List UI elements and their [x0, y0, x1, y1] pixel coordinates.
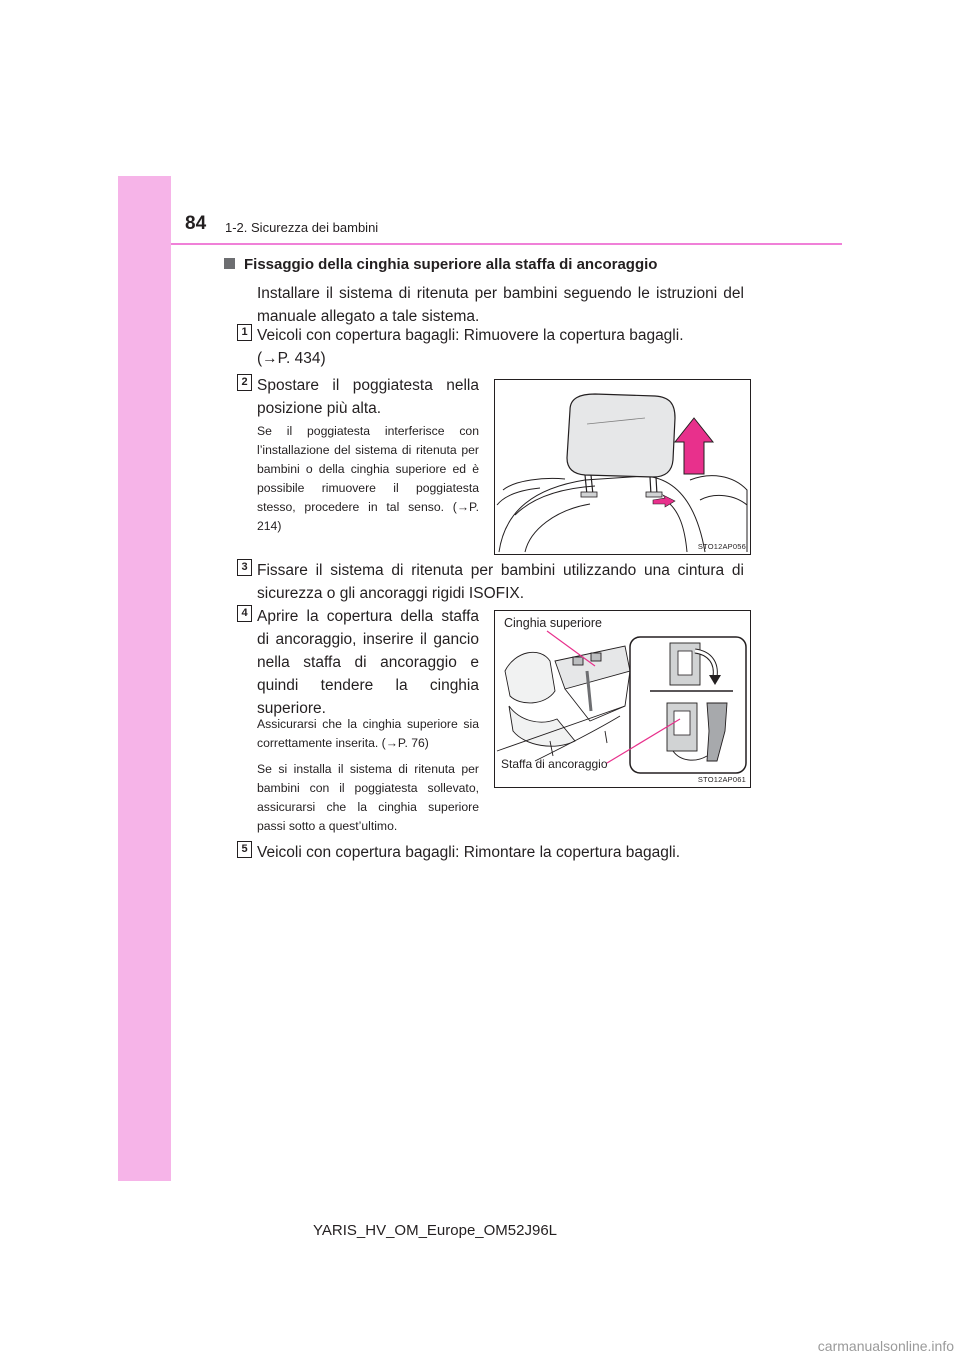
- anchor-figure: [494, 610, 751, 788]
- sidebar-tab: [118, 176, 171, 1181]
- headrest-figure: [494, 379, 751, 555]
- step-4-note-1: Assicurarsi che la cinghia superiore sia correttamente inserita. (→P. 76): [257, 717, 479, 750]
- step-number-1: 1: [237, 324, 252, 341]
- headrest-illustration: [495, 380, 750, 554]
- section-title: 1-2. Sicurezza dei bambini: [225, 220, 379, 235]
- square-bullet-icon: [224, 258, 235, 269]
- step-4-text: Aprire la copertura della staffa di ancoraggio, inserire il gancio nella staffa di ancoraggio e quindi tendere la cinghia superiore.: [257, 608, 479, 717]
- step-4-note-2: Se si installa il sistema di ritenuta per bambini con il poggiatesta sollevato, assicurarsi che la cinghia superiore passi sotto a quest’ultimo.: [257, 762, 479, 833]
- subsection-heading: [224, 256, 657, 273]
- step-2-note: Se il poggiatesta interferisce con l’installazione del sistema di ritenuta per bambini o della cinghia superiore ed è possibile rimuovere il poggiatesta stesso, procedere in tal senso. (→P. 214): [257, 424, 479, 533]
- step-1-line2: (→P. 434): [257, 350, 326, 367]
- header-rule: [171, 243, 842, 245]
- step-3-text: Fissare il sistema di ritenuta per bambini utilizzando una cintura di sicurezza o gli ancoraggi rigidi ISOFIX.: [257, 562, 744, 602]
- step-number-5: 5: [237, 841, 252, 858]
- step-number-4: 4: [237, 605, 252, 622]
- step-1-text: [257, 324, 757, 370]
- step-1-line1: Veicoli con copertura bagagli: Rimuovere la copertura bagagli.: [257, 327, 684, 344]
- step-number-2: 2: [237, 374, 252, 391]
- label-cinghia-superiore: Cinghia superiore: [504, 616, 602, 630]
- watermark: carmanualsonline.info: [817, 1338, 954, 1354]
- figure-code-anchor: STO12AP061: [697, 775, 746, 784]
- step-number-3: 3: [237, 559, 252, 576]
- document-footer: YARIS_HV_OM_Europe_OM52J96L: [313, 1222, 558, 1239]
- step-2-text: Spostare il poggiatesta nella posizione più alta.: [257, 377, 479, 417]
- label-staffa-di-ancoraggio: Staffa di ancoraggio: [501, 757, 608, 771]
- page-number: 84: [185, 213, 207, 234]
- step-5-text: Veicoli con copertura bagagli: Rimontare la copertura bagagli.: [257, 844, 681, 861]
- figure-code-headrest: STO12AP056: [697, 542, 746, 551]
- intro-paragraph: Installare il sistema di ritenuta per bambini seguendo le istruzioni del manuale allegato a tale sistema.: [257, 285, 744, 325]
- heading-text: Fissaggio della cinghia superiore alla staffa di ancoraggio: [244, 256, 658, 273]
